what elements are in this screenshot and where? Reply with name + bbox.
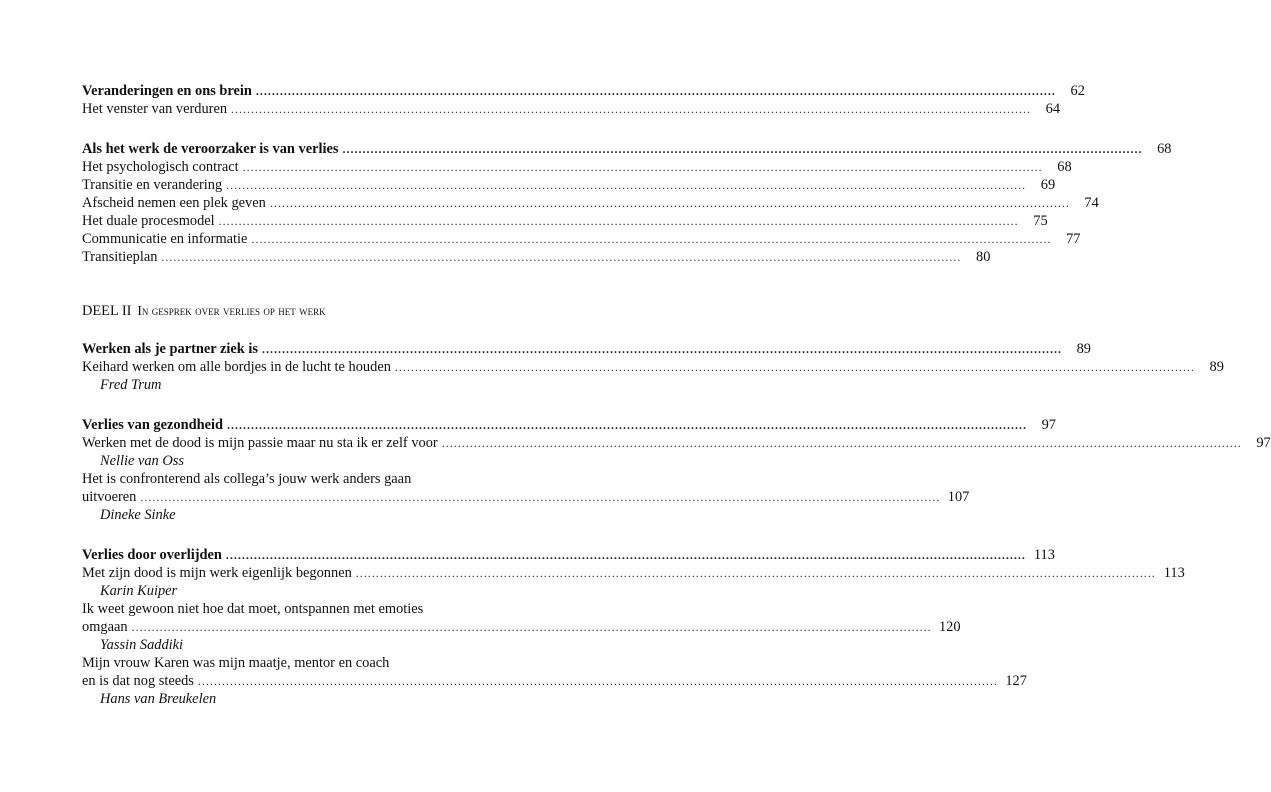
entry-title: uitvoeren <box>82 489 137 505</box>
page-number: 89 <box>1076 341 1091 357</box>
leader-dots: ........................................................................................................................................................................................................ <box>269 196 1070 210</box>
leader-dots: ........................................................................................................................................................................................................ <box>226 178 1027 192</box>
page-number: 97 <box>1256 435 1271 451</box>
leader-dots: ........................................................................................................................................................................................................ <box>255 84 1056 98</box>
toc-entry <box>82 158 1072 176</box>
part-heading <box>82 302 498 320</box>
toc-entry <box>82 100 1061 118</box>
leader-dots: ........................................................................................................................................................................................................ <box>218 214 1019 228</box>
toc-entry <box>82 176 1056 194</box>
page-number: 107 <box>947 489 970 505</box>
table-of-contents <box>82 82 1271 708</box>
page-number: 75 <box>1033 213 1048 229</box>
section-heading <box>82 546 1055 564</box>
page-number: 97 <box>1041 417 1056 433</box>
toc-section <box>82 416 1271 524</box>
leader-dots: ........................................................................................................................................................................................................ <box>242 160 1043 174</box>
section-heading <box>82 140 1172 158</box>
page-number: 113 <box>1163 565 1185 581</box>
entry-title: Transitie en verandering <box>82 177 223 193</box>
toc-part-1 <box>82 82 1172 266</box>
leader-dots: ........................................................................................................................................................................................................ <box>251 232 1052 246</box>
leader-dots: ........................................................................................................................................................................................................ <box>226 418 1027 432</box>
page-number: 74 <box>1084 195 1099 211</box>
toc-entry <box>82 434 1271 452</box>
entry-author: Fred Trum <box>100 377 162 393</box>
toc-entry <box>82 358 1224 376</box>
toc-entry <box>82 212 1048 230</box>
part-title: In gesprek over verlies op het werk <box>137 303 326 318</box>
page-number: 120 <box>938 619 961 635</box>
page-number: 68 <box>1057 159 1072 175</box>
page-number: 127 <box>1005 673 1027 689</box>
toc-entry <box>82 230 1081 248</box>
page-number: 77 <box>1066 231 1081 247</box>
entry-title-line: Mijn vrouw Karen was mijn maatje, mentor en coach <box>82 655 390 671</box>
entry-title: Werken met de dood is mijn passie maar nu sta ik er zelf voor <box>82 435 438 451</box>
toc-entry <box>82 194 1099 212</box>
entry-title: Met zijn dood is mijn werk eigenlijk begonnen <box>82 565 352 581</box>
entry-title: Veranderingen en ons brein <box>82 83 252 99</box>
entry-title-line: Het is confronterend als collega’s jouw werk anders gaan <box>82 471 412 487</box>
leader-dots: ........................................................................................................................................................................................................ <box>197 674 998 688</box>
leader-dots: ........................................................................................................................................................................................................ <box>140 490 941 504</box>
entry-author: Dineke Sinke <box>100 507 176 523</box>
entry-title: Verlies door overlijden <box>82 547 222 563</box>
entry-title-line: Ik weet gewoon niet hoe dat moet, ontspannen met emoties <box>82 601 424 617</box>
toc-entry <box>82 564 1185 582</box>
leader-dots: ........................................................................................................................................................................................................ <box>394 360 1195 374</box>
page-number: 62 <box>1070 83 1085 99</box>
leader-dots: ........................................................................................................................................................................................................ <box>262 342 1062 356</box>
entry-title: omgaan <box>82 619 128 635</box>
section-heading <box>82 82 1085 100</box>
entry-title: Het duale procesmodel <box>82 213 215 229</box>
entry-title: Werken als je partner ziek is <box>82 341 258 357</box>
page-number: 68 <box>1157 141 1172 157</box>
leader-dots: ........................................................................................................................................................................................................ <box>161 250 962 264</box>
entry-title: Verlies van gezondheid <box>82 417 223 433</box>
leader-dots: ........................................................................................................................................................................................................ <box>342 142 1143 156</box>
toc-part-2 <box>82 340 1271 708</box>
toc-section <box>82 82 1085 118</box>
page-number: 113 <box>1033 547 1055 563</box>
entry-author: Nellie van Oss <box>100 453 184 469</box>
leader-dots: ........................................................................................................................................................................................................ <box>355 566 1156 580</box>
entry-title: Als het werk de veroorzaker is van verlies <box>82 141 339 157</box>
entry-title: Transitieplan <box>82 249 158 265</box>
page-number: 80 <box>976 249 991 265</box>
toc-entry <box>82 248 991 266</box>
section-heading <box>82 340 1091 358</box>
toc-section <box>82 340 1224 394</box>
entry-title: Afscheid nemen een plek geven <box>82 195 266 211</box>
leader-dots: ........................................................................................................................................................................................................ <box>131 620 932 634</box>
leader-dots: ........................................................................................................................................................................................................ <box>225 548 1026 562</box>
entry-author: Karin Kuiper <box>100 583 178 599</box>
page-number: 89 <box>1209 359 1224 375</box>
leader-dots: ........................................................................................................................................................................................................ <box>441 436 1242 450</box>
toc-section <box>82 140 1172 266</box>
section-heading <box>82 416 1056 434</box>
entry-title: Communicatie en informatie <box>82 231 248 247</box>
page-number: 64 <box>1045 101 1061 117</box>
toc-entry <box>82 488 970 506</box>
toc-entry <box>82 672 1027 690</box>
entry-author: Yassin Saddiki <box>100 637 184 653</box>
page-number: 69 <box>1040 177 1056 193</box>
toc-section <box>82 546 1185 708</box>
part-label: DEEL II <box>82 303 132 319</box>
entry-title: Het psychologisch contract <box>82 159 239 175</box>
entry-title: Het venster van verduren <box>82 101 228 117</box>
entry-title: en is dat nog steeds <box>82 673 194 689</box>
toc-entry <box>82 618 961 636</box>
leader-dots: ........................................................................................................................................................................................................ <box>231 102 1032 116</box>
entry-title: Keihard werken om alle bordjes in de lucht te houden <box>82 359 391 375</box>
entry-author: Hans van Breukelen <box>100 691 217 707</box>
